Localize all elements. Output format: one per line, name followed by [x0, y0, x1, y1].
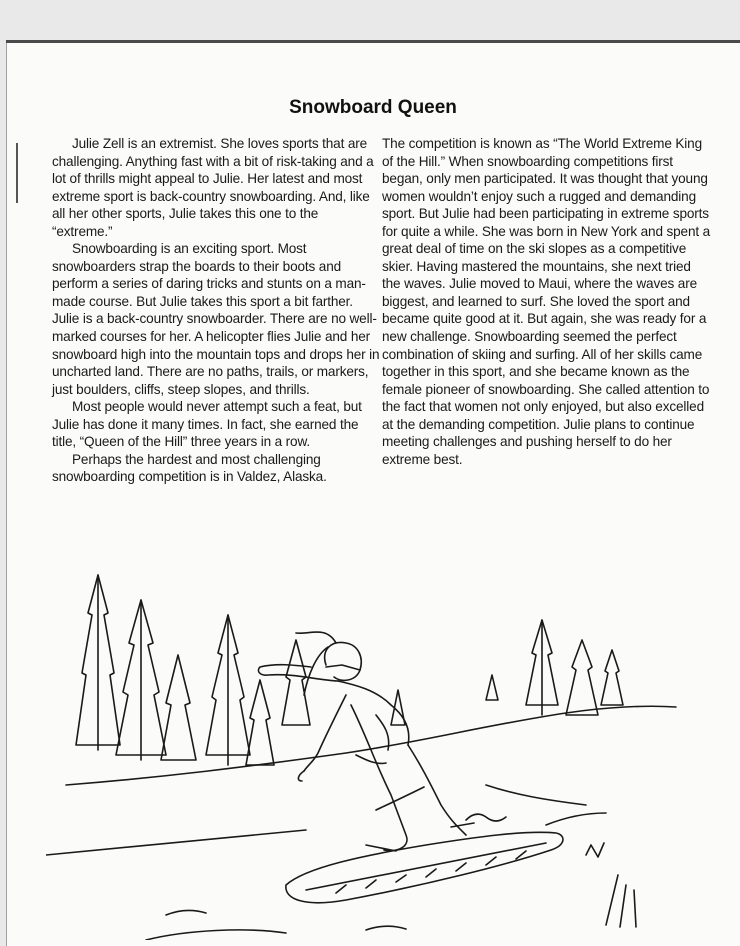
page-edge [6, 43, 7, 946]
right-text-column [382, 135, 712, 468]
snowboarder-figure [258, 632, 474, 851]
worksheet-page [6, 40, 740, 946]
paragraph-1: Julie Zell is an extremist. She loves sports that are challenging. Anything fast with a bit of risk-taking and a lot of thrills might appeal to Julie. Her latest and most extreme sport is back-country snowboarding. And, like all her other sports, Julie takes this one to the “extreme.” [52, 136, 374, 239]
pine-trees-left [76, 575, 310, 765]
paragraph-5: The competition is known as “The World Extreme King of the Hill.” When snowboarding competitions first began, only men participated. It was thought that young women wouldn’t enjoy such a rugged and demanding sport. But Julie had been participating in extreme sports for quite a while. She was born in New York and spent a great deal of time on the ski slopes as a competitive skier. Having mastered the mountains, she next tried the waves. Julie moved to Maui, where the waves are biggest, and learned to surf. She loved the sport and became quite good at it. But again, she was ready for a new challenge. Snowboarding seemed the perfect combination of skiing and surfing. All of her skills came together in this sport, and she became known as the female pioneer of snowboarding. She called attention to the fact that women not only enjoyed, but also excelled at the demanding competition. Julie plans to continue meeting challenges and pushing herself to do her extreme best. [382, 136, 711, 467]
document-title: Snowboard Queen [289, 97, 457, 118]
paragraph-4: Perhaps the hardest and most challenging snowboarding competition is in Valdez, Alaska. [52, 451, 327, 485]
snowboard [286, 832, 563, 902]
binder-mark [16, 143, 18, 203]
paragraph-3: Most people would never attempt such a feat, but Julie has done it many times. In fact, she earned the title, “Queen of the Hill” three years in a row. [52, 399, 362, 450]
snowboarder-illustration [46, 555, 686, 940]
paragraph-2: Snowboarding is an exciting sport. Most snowboarders strap the boards to their boots and perform a series of daring tricks and stunts on a man-made course. But Julie takes this sport a bit farther. Julie is a back-country snowboarder. There are no well-marked courses for her. A helicopter flies Julie and her snowboard high into the mountain tops and drops her in uncharted land. There are no paths, trails, or markers, just boulders, cliffs, steep slopes, and thrills. [52, 241, 380, 397]
left-text-column [52, 135, 382, 486]
